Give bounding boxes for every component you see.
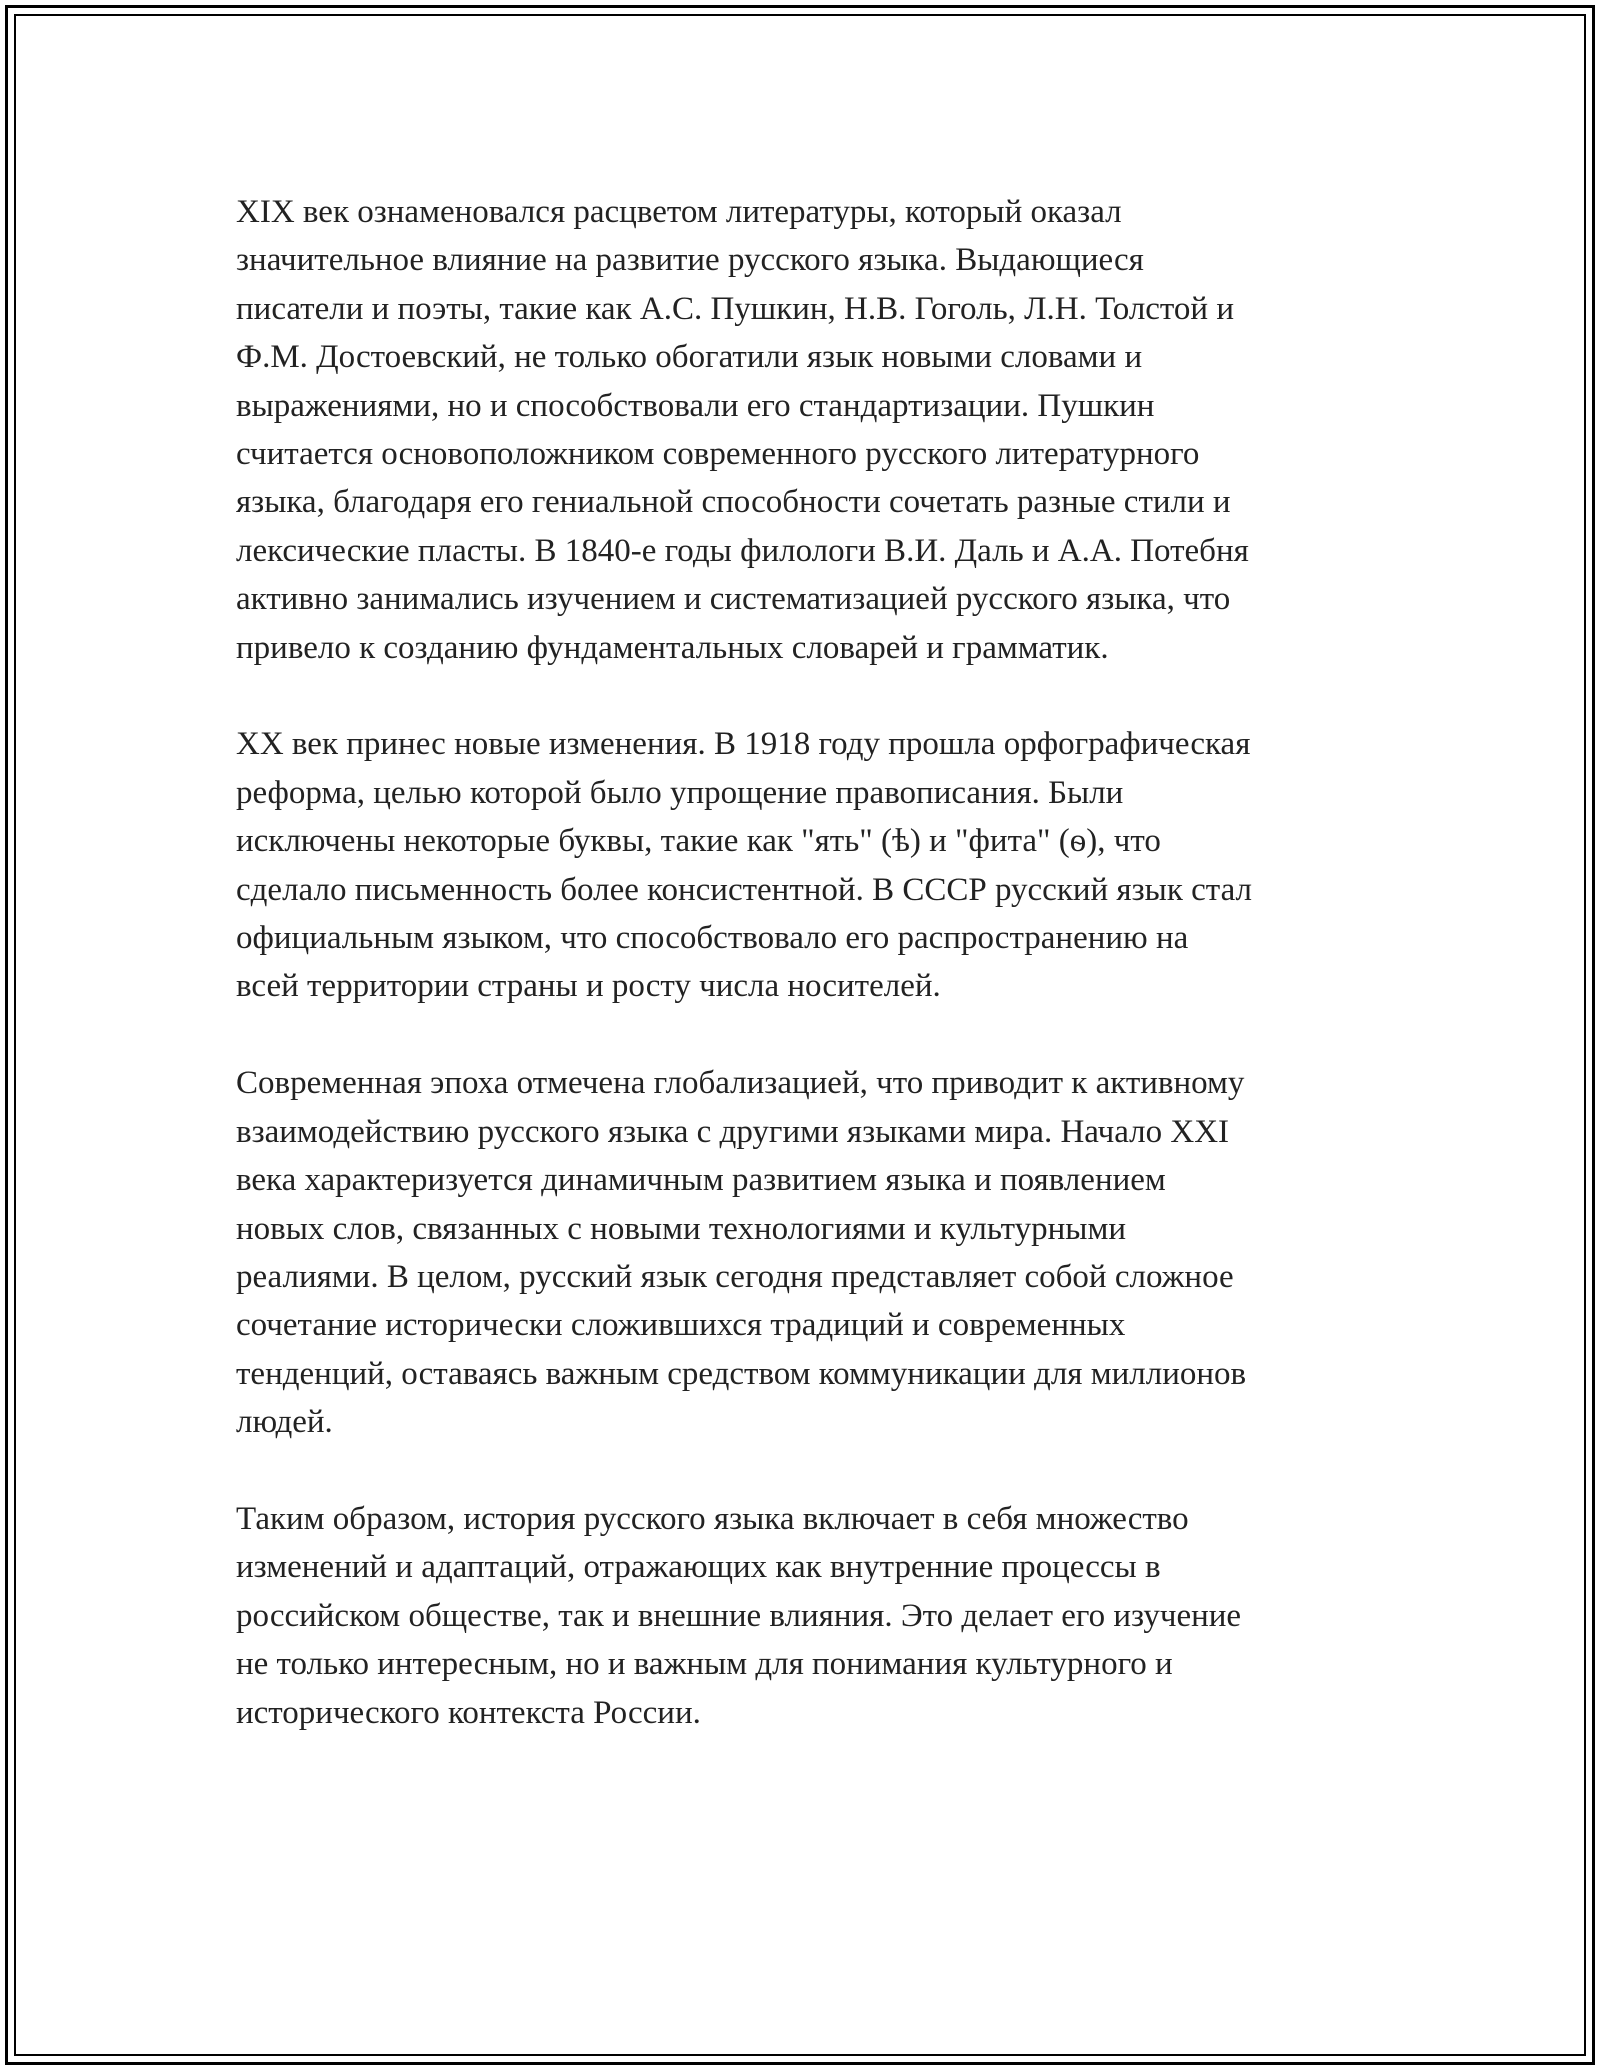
text-line: реформа, целью которой было упрощение правописания. Были <box>236 774 1124 811</box>
text-line: не только интересным, но и важным для понимания культурного и <box>236 1646 1173 1683</box>
paragraph-20th-century <box>236 720 1386 1010</box>
text-line: сочетание исторически сложившихся традиций и современных <box>236 1307 1126 1344</box>
text-line: изменений и адаптаций, отражающих как внутренние процессы в <box>236 1549 1161 1586</box>
text-line: активно занимались изучением и систематизацией русского языка, что <box>236 581 1231 618</box>
text-line: привело к созданию фундаментальных словарей и грамматик. <box>236 629 1109 666</box>
text-line: XX век принес новые изменения. В 1918 году прошла орфографическая <box>236 726 1251 763</box>
text-line: российском обществе, так и внешние влияния. Это делает его изучение <box>236 1597 1242 1634</box>
text-line: официальным языком, что способствовало его распространению на <box>236 920 1189 957</box>
paragraph-19th-century <box>236 188 1386 672</box>
text-line: реалиями. В целом, русский язык сегодня представляет собой сложное <box>236 1258 1234 1295</box>
text-line: Таким образом, история русского языка включает в себя множество <box>236 1500 1189 1537</box>
text-line: исторического контекста России. <box>236 1694 701 1731</box>
text-line: исключены некоторые буквы, такие как "ять" (ѣ) и "фита" (ѳ), что <box>236 823 1161 860</box>
paragraph-conclusion <box>236 1495 1386 1737</box>
text-line: лексические пласты. В 1840-е годы филологи В.И. Даль и А.А. Потебня <box>236 532 1249 569</box>
text-line: значительное влияние на развитие русского языка. Выдающиеся <box>236 242 1144 279</box>
text-line: Современная эпоха отмечена глобализацией, что приводит к активному <box>236 1065 1245 1102</box>
paragraph-modern-era <box>236 1059 1386 1446</box>
text-line: Ф.М. Достоевский, не только обогатили язык новыми словами и <box>236 339 1143 376</box>
text-line: всей территории страны и росту числа носителей. <box>236 968 941 1005</box>
text-line: писатели и поэты, такие как А.С. Пушкин, Н.В. Гоголь, Л.Н. Толстой и <box>236 290 1234 327</box>
text-line: выражениями, но и способствовали его стандартизации. Пушкин <box>236 387 1155 424</box>
text-line: людей. <box>236 1404 333 1441</box>
text-line: новых слов, связанных с новыми технологиями и культурными <box>236 1210 1127 1247</box>
text-line: XIX век ознаменовался расцветом литературы, который оказал <box>236 194 1122 230</box>
text-line: тенденций, оставаясь важным средством коммуникации для миллионов <box>236 1355 1247 1392</box>
document-body <box>236 188 1386 1785</box>
text-line: века характеризуется динамичным развитием языка и появлением <box>236 1162 1166 1199</box>
text-line: сделало письменность более консистентной. В СССР русский язык стал <box>236 871 1252 908</box>
text-line: взаимодействию русского языка с другими языками мира. Начало XXI <box>236 1113 1230 1150</box>
text-line: считается основоположником современного русского литературного <box>236 436 1200 473</box>
text-line: языка, благодаря его гениальной способности сочетать разные стили и <box>236 484 1231 521</box>
